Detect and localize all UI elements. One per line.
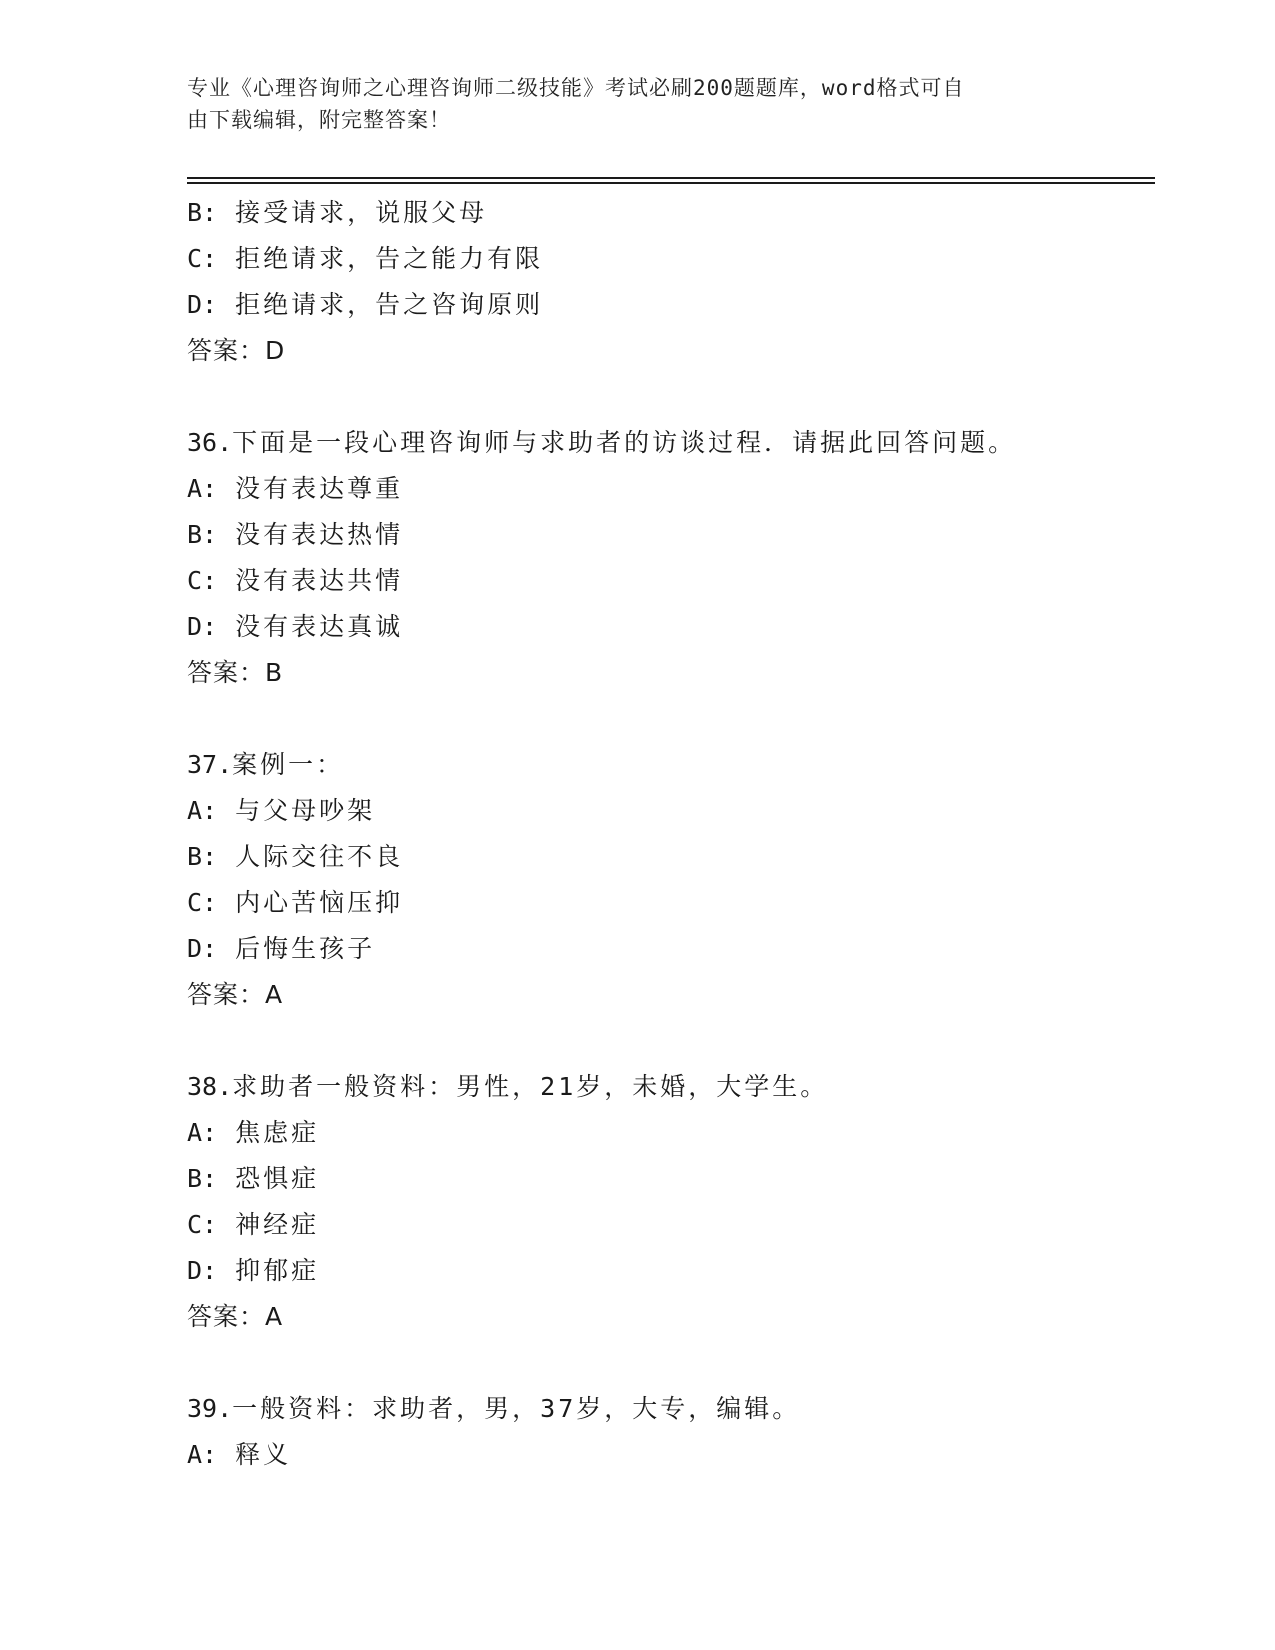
option-d: D: 拒绝请求，告之咨询原则	[187, 290, 544, 319]
option-b: B: 接受请求，说服父母	[187, 198, 488, 227]
option-d: D: 后悔生孩子	[187, 934, 376, 963]
spacer	[187, 696, 1155, 742]
option-a: A: 没有表达尊重	[187, 474, 404, 503]
option-a: A: 释义	[187, 1440, 292, 1469]
option-d: D: 没有表达真诚	[187, 612, 404, 641]
question-36	[187, 420, 1155, 696]
header-divider-bottom	[187, 182, 1155, 184]
option-c: C: 没有表达共情	[187, 566, 404, 595]
option-b: B: 没有表达热情	[187, 520, 404, 549]
option-b: B: 恐惧症	[187, 1164, 320, 1193]
header-line-2: 由下载编辑，附完整答案！	[187, 108, 451, 132]
document-header	[187, 72, 1077, 136]
question-stem: 36.下面是一段心理咨询师与求助者的访谈过程．请据此回答问题。	[187, 428, 1017, 457]
question-list	[187, 190, 1155, 1478]
answer-line: 答案：A	[187, 980, 284, 1009]
option-c: C: 神经症	[187, 1210, 320, 1239]
question-stem: 38.求助者一般资料：男性，21岁，未婚，大学生。	[187, 1072, 829, 1101]
spacer	[187, 374, 1155, 420]
question-stem: 39.一般资料：求助者，男，37岁，大专，编辑。	[187, 1394, 801, 1423]
question-stem: 37.案例一：	[187, 750, 345, 779]
option-a: A: 与父母吵架	[187, 796, 376, 825]
header-line-1: 专业《心理咨询师之心理咨询师二级技能》考试必刷200题题库，word格式可自	[187, 76, 965, 100]
spacer	[187, 1018, 1155, 1064]
answer-line: 答案：D	[187, 336, 286, 365]
option-d: D: 抑郁症	[187, 1256, 320, 1285]
question-39	[187, 1386, 1155, 1478]
answer-line: 答案：A	[187, 1302, 284, 1331]
spacer	[187, 1340, 1155, 1386]
header-divider-top	[187, 177, 1155, 179]
question-37	[187, 742, 1155, 1018]
option-b: B: 人际交往不良	[187, 842, 404, 871]
question-38	[187, 1064, 1155, 1340]
option-c: C: 拒绝请求，告之能力有限	[187, 244, 544, 273]
answer-line: 答案：B	[187, 658, 284, 687]
question-35-continued	[187, 190, 1155, 374]
option-c: C: 内心苦恼压抑	[187, 888, 404, 917]
option-a: A: 焦虑症	[187, 1118, 320, 1147]
